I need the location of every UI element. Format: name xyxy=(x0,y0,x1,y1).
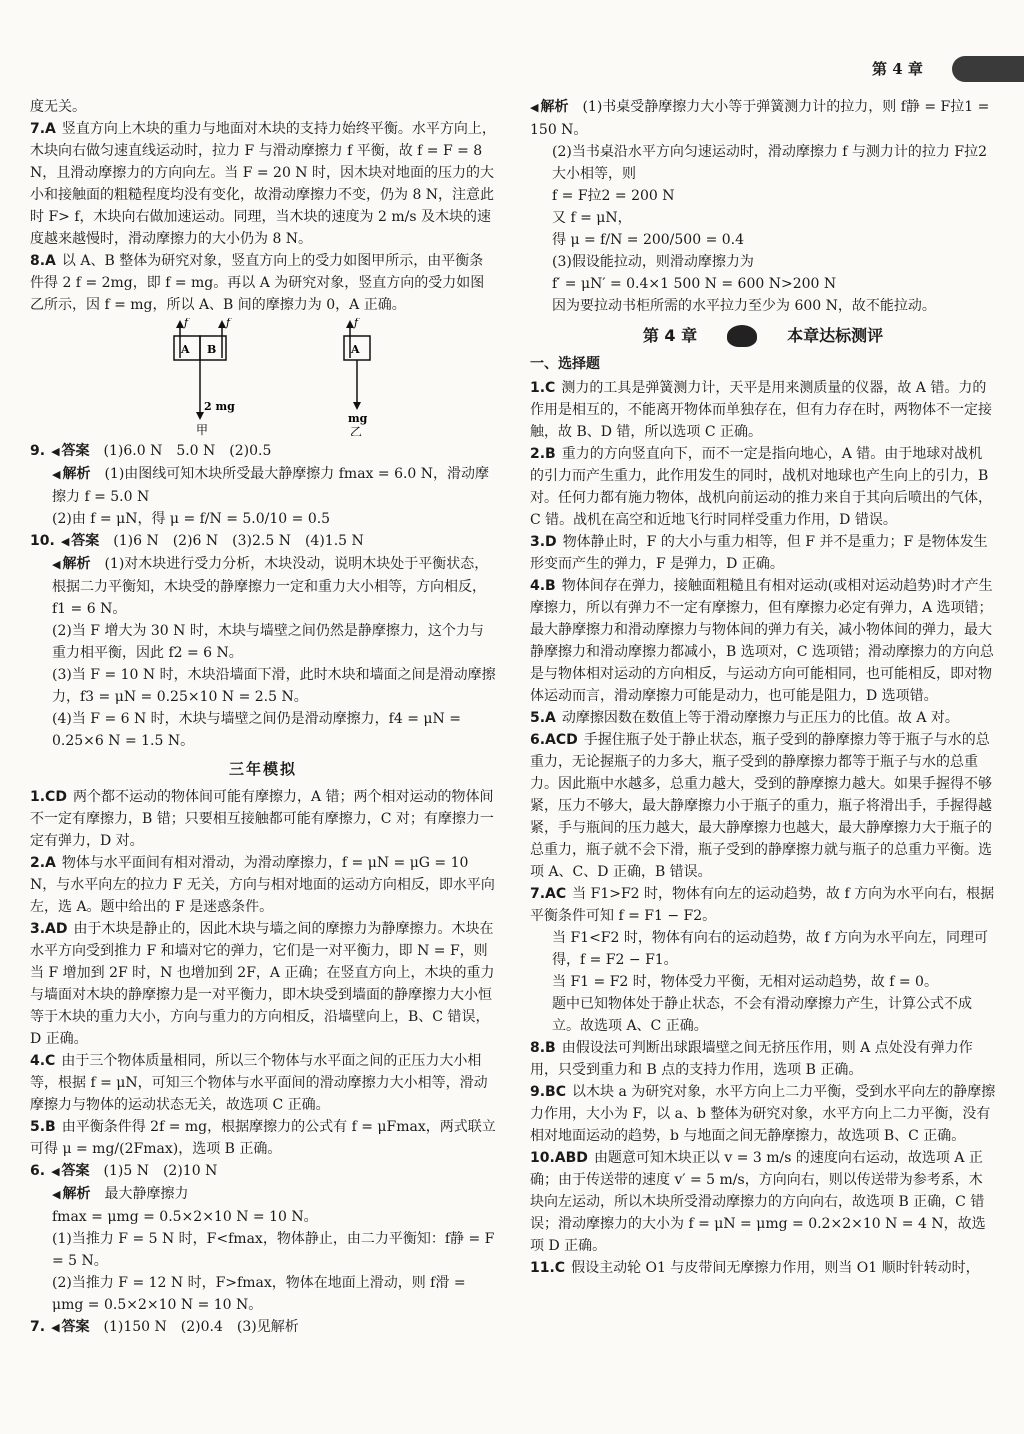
test-answer-3: 3.D 物体静止时，F 的大小与重力相等，但 F 并不是重力；F 是物体发生形变而产生的弹力，F 是弹力，D 正确。 xyxy=(530,534,988,572)
left-column xyxy=(30,96,496,1339)
fig-jia-caption: 甲 xyxy=(196,423,209,436)
force-diagram-jia xyxy=(160,318,270,436)
mock-answer-7-exp-4: 又 f = μN， xyxy=(552,210,632,226)
fig-yi-caption: 乙 xyxy=(350,425,363,436)
fig-yi-block-a: A xyxy=(351,343,360,356)
mock-answer-2: 2.A 物体与水平面间有相对滑动，为滑动摩擦力，f = μN = μG = 10 N，与水平向左的拉力 F 无关，方向与相对地面的运动方向相反，即水平向左，选 A。题中给出的 F 是迷惑条件。 xyxy=(30,855,495,915)
force-diagram-yi xyxy=(330,318,410,436)
answer-10-exp-2: (2)当 F 增大为 30 N 时，木块与墙壁之间仍然是静摩擦力，这个力与重力相平衡，因此 f2 = 6 N。 xyxy=(52,623,484,661)
answer-10-exp-3: (3)当 F = 10 N 时，木块沿墙面下滑，此时木块和墙面之间是滑动摩擦力，f3 = μN = 0.25×10 N = 2.5 N。 xyxy=(52,667,496,705)
test-answer-11: 11.C 假设主动轮 O1 与皮带间无摩擦力作用，则当 O1 顺时针转动时， xyxy=(530,1260,980,1276)
mock-answer-6-exp-0: ◀ 解析 最大静摩擦力 xyxy=(30,1183,496,1206)
banner-chapter: 第 4 章 xyxy=(642,326,698,345)
test-answer-4: 4.B 物体间存在弹力，接触面粗糙且有相对运动(或相对运动趋势)时才产生摩擦力，所以有弹力不一定有摩擦力，但有摩擦力必定有弹力，A 选项错；最大静摩擦力和滑动摩擦力与物体间的弹力有关，减小物体间的弹力，最大静摩擦力和滑动摩擦力都减小，B 选项对，C 选项错；滑动摩擦力的方向总是与物体相对运动的方向相反，与运动方向可能相同，也可能相反，即对物体运动而言，滑动摩擦力可能是动力，也可能是阻力，D 选项错。 xyxy=(530,578,994,704)
mock-answer-7-exp-7: f′ = μN′ = 0.4×1 500 N = 600 N>200 N xyxy=(552,276,837,292)
banner-icon xyxy=(727,325,757,347)
mock-answer-1: 1.CD 两个都不运动的物体间可能有摩擦力，A 错；两个相对运动的物体间不一定有摩擦力，B 错；只要相互接触都可能有摩擦力，C 对；有摩擦力一定有弹力，D 对。 xyxy=(30,789,494,849)
fig-jia-f-left: f xyxy=(184,318,189,329)
mock-answer-6-exp-3: (2)当推力 F = 12 N 时，F>fmax，物体在地面上滑动，则 f滑 = μmg = 0.5×2×10 N = 10 N。 xyxy=(52,1275,466,1313)
mock-answer-7-exp-8: 因为要拉动书柜所需的水平拉力至少为 600 N，故不能拉动。 xyxy=(552,298,936,314)
mock-answer-7-exp-2: (2)当书桌沿水平方向匀速运动时，滑动摩擦力 f 与测力计的拉力 F拉2 大小相等，则 xyxy=(552,144,987,182)
answer-9-exp-2: (2)由 f = μN，得 μ = f/N = 5.0/10 = 0.5 xyxy=(52,511,331,527)
test-answer-7-line-3: 当 F1 = F2 时，物体受力平衡，无相对运动趋势，故 f = 0。 xyxy=(552,974,938,990)
mock-answer-7-exp-6: (3)假设能拉动，则滑动摩擦力为 xyxy=(552,254,754,270)
mock-answer-7-exp-1: ◀ 解析 (1)书桌受静摩擦力大小等于弹簧测力计的拉力，则 f静 = F拉1 = 150 N。 xyxy=(530,96,996,141)
test-answer-7-line-4: 题中已知物体处于静止状态，不会有滑动摩擦力产生，计算公式不成立。故选项 A、C 正确。 xyxy=(552,996,972,1034)
mock-answer-7: 7.◀ 答案 (1)150 N (2)0.4 (3)见解析 xyxy=(30,1316,496,1339)
fig-jia-block-a: A xyxy=(181,343,190,356)
answer-9: 9.◀ 答案 (1)6.0 N 5.0 N (2)0.5 xyxy=(30,440,496,463)
banner-title: 本章达标测评 xyxy=(787,326,884,345)
test-answer-10: 10.ABD 由题意可知木块正以 v = 3 m/s 的速度向右运动，故选项 A 正确；由于传送带的速度 v′ = 5 m/s，方向向右，则以传送带为参考系，木块向左运动，所以木块所受滑动摩擦力的方向向右，故选项 B 正确，C 错误；滑动摩擦力的大小为 f = μN = μmg = 0.2×2×10 N = 4 N，故选项 D 正确。 xyxy=(530,1150,986,1254)
answer-10: 10.◀ 答案 (1)6 N (2)6 N (3)2.5 N (4)1.5 N xyxy=(30,530,496,553)
mock-answer-7-exp-3: f = F拉2 = 200 N xyxy=(552,188,675,204)
answer-10-exp-4: (4)当 F = 6 N 时，木块与墙壁之间仍是滑动摩擦力，f4 = μN = 0.25×6 N = 1.5 N。 xyxy=(52,711,461,749)
mock-answer-4: 4.C 由于三个物体质量相同，所以三个物体与水平面之间的正压力大小相等，根据 f = μN，可知三个物体与水平面间的滑动摩擦力大小相等，滑动摩擦力与物体的运动状态无关，故选项 C 正确。 xyxy=(30,1053,488,1113)
fig-jia-block-b: B xyxy=(207,343,217,356)
continuation-text: 度无关。 xyxy=(30,99,86,115)
chapter-strip-decoration xyxy=(952,56,1024,82)
subhead-choice: 一、选择题 xyxy=(530,356,600,372)
test-answer-8: 8.B 由假设法可判断出球跟墙壁之间无挤压作用，则 A 点处没有弹力作用，只受到重力和 B 点的支持力作用，选项 B 正确。 xyxy=(530,1040,973,1078)
mock-answer-3: 3.AD 由于木块是静止的，因此木块与墙之间的摩擦力为静摩擦力。木块在水平方向受到推力 F 和墙对它的弹力，它们是一对平衡力，即 N = F，则当 F 增加到 2F 时，N 也增加到 2F，A 正确；在竖直方向上，木块的重力与墙面对木块的静摩擦力是一对平衡力，即木块受到墙面的静摩擦力大小恒等于木块的重力大小，方向与重力的方向相反，沿墙壁向上，B、C 错误，D 正确。 xyxy=(30,921,495,1047)
fig-yi-weight: mg xyxy=(348,412,368,425)
test-answer-9: 9.BC 以木块 a 为研究对象，水平方向上二力平衡，受到水平向左的静摩擦力作用，大小为 F，以 a、b 整体为研究对象，水平方向上二力平衡，没有相对地面运动的趋势，b 与地面之间无静摩擦力，故选项 B、C 正确。 xyxy=(530,1084,996,1144)
fig-jia-f-right: f xyxy=(226,318,231,329)
answer-9-exp-1: ◀ 解析 (1)由图线可知木块所受最大静摩擦力 fmax = 6.0 N，滑动摩擦力 f = 5.0 N xyxy=(30,463,496,508)
mock-answer-6-exp-2: (1)当推力 F = 5 N 时，F<fmax，物体静止，由二力平衡知：f静 = F = 5 N。 xyxy=(52,1231,495,1269)
page-header xyxy=(0,0,1024,92)
mock-answer-6-exp-1: fmax = μmg = 0.5×2×10 N = 10 N。 xyxy=(52,1209,318,1225)
chapter-tag: 第 4 章 xyxy=(872,60,923,78)
answer-8: 8.A 以 A、B 整体为研究对象，竖直方向上的受力如图甲所示，由平衡条件得 2 f = 2mg，即 f = mg。再以 A 为研究对象，竖直方向的受力如图乙所示，因 f = mg，所以 A、B 间的摩擦力为 0，A 正确。 xyxy=(30,253,485,313)
test-answer-7: 7.AC 当 F1>F2 时，物体有向左的运动趋势，故 f 方向为水平向右，根据平衡条件可知 f = F1 − F2。 xyxy=(530,886,995,924)
answer-7: 7.A 竖直方向上木块的重力与地面对木块的支持力始终平衡。水平方向上，木块向右做匀速直线运动时，拉力 F 与滑动摩擦力 f 平衡，故 f = F = 8 N，且滑动摩擦力的方向向左。当 F = 20 N 时，因木块对地面的压力的大小和接触面的粗糙程度均没有变化，故滑动摩擦力不变，仍为 8 N，注意此时 F> f，木块向右做加速运动。同理，当木块的速度为 2 m/s 及木块的速度越来越慢时，滑动摩擦力的大小仍为 8 N。 xyxy=(30,121,496,247)
answer-10-exp-1: ◀ 解析 (1)对木块进行受力分析，木块没动，说明木块处于平衡状态，根据二力平衡知，木块受的静摩擦力一定和重力大小相等，方向相反，f1 = 6 N。 xyxy=(30,553,496,620)
mock-answer-6: 6.◀ 答案 (1)5 N (2)10 N xyxy=(30,1160,496,1183)
test-answer-1: 1.C 测力的工具是弹簧测力计，天平是用来测质量的仪器，故 A 错。力的作用是相互的，不能离开物体而单独存在，但有力存在时，两物体不一定接触，故 B、D 错，所以选项 C 正确。 xyxy=(530,380,992,440)
force-diagrams xyxy=(30,318,496,438)
right-column xyxy=(530,96,996,1279)
section-title-sannian: 三年模拟 xyxy=(228,760,297,778)
mock-answer-7-exp-5: 得 μ = f/N = 200/500 = 0.4 xyxy=(552,232,745,248)
mock-answer-5: 5.B 由平衡条件得 2f = mg，根据摩擦力的公式有 f = μFmax，两式联立可得 μ = mg/(2Fmax)，选项 B 正确。 xyxy=(30,1119,496,1157)
chapter-banner xyxy=(530,325,996,347)
test-answer-6: 6.ACD 手握住瓶子处于静止状态，瓶子受到的静摩擦力等于瓶子与水的总重力，无论握瓶子的力多大，瓶子受到的静摩擦力都等于瓶子与水的总重力。因此瓶中水越多，总重力越大，受到的静摩擦力越大。如果手握得不够紧，压力不够大，最大静摩擦力小于瓶子的重力，瓶子将滑出手，手握得越紧，手与瓶间的压力越大，最大静摩擦力也越大，最大静摩擦力大于瓶子的总重力，瓶子就不会下滑，瓶子受到的静摩擦力就与瓶子的总重力平衡。选项 A、C、D 正确，B 错误。 xyxy=(530,732,992,880)
test-answer-5: 5.A 动摩擦因数在数值上等于滑动摩擦力与正压力的比值。故 A 对。 xyxy=(530,710,959,726)
test-answer-7-line-2: 当 F1<F2 时，物体有向右的运动趋势，故 f 方向为水平向左，同理可得，f = F2 − F1。 xyxy=(552,930,988,968)
fig-jia-weight: 2 mg xyxy=(204,400,235,413)
fig-yi-f: f xyxy=(354,318,359,329)
test-answer-2: 2.B 重力的方向竖直向下，而不一定是指向地心，A 错。由于地球对战机的引力而产生重力，此作用发生的同时，战机对地球也产生向上的引力，B 对。任何力都有施力物体，战机向前运动的推力来自于其向后喷出的气体，C 错。战机在高空和近地飞行时同样受重力作用，D 错误。 xyxy=(530,446,992,528)
